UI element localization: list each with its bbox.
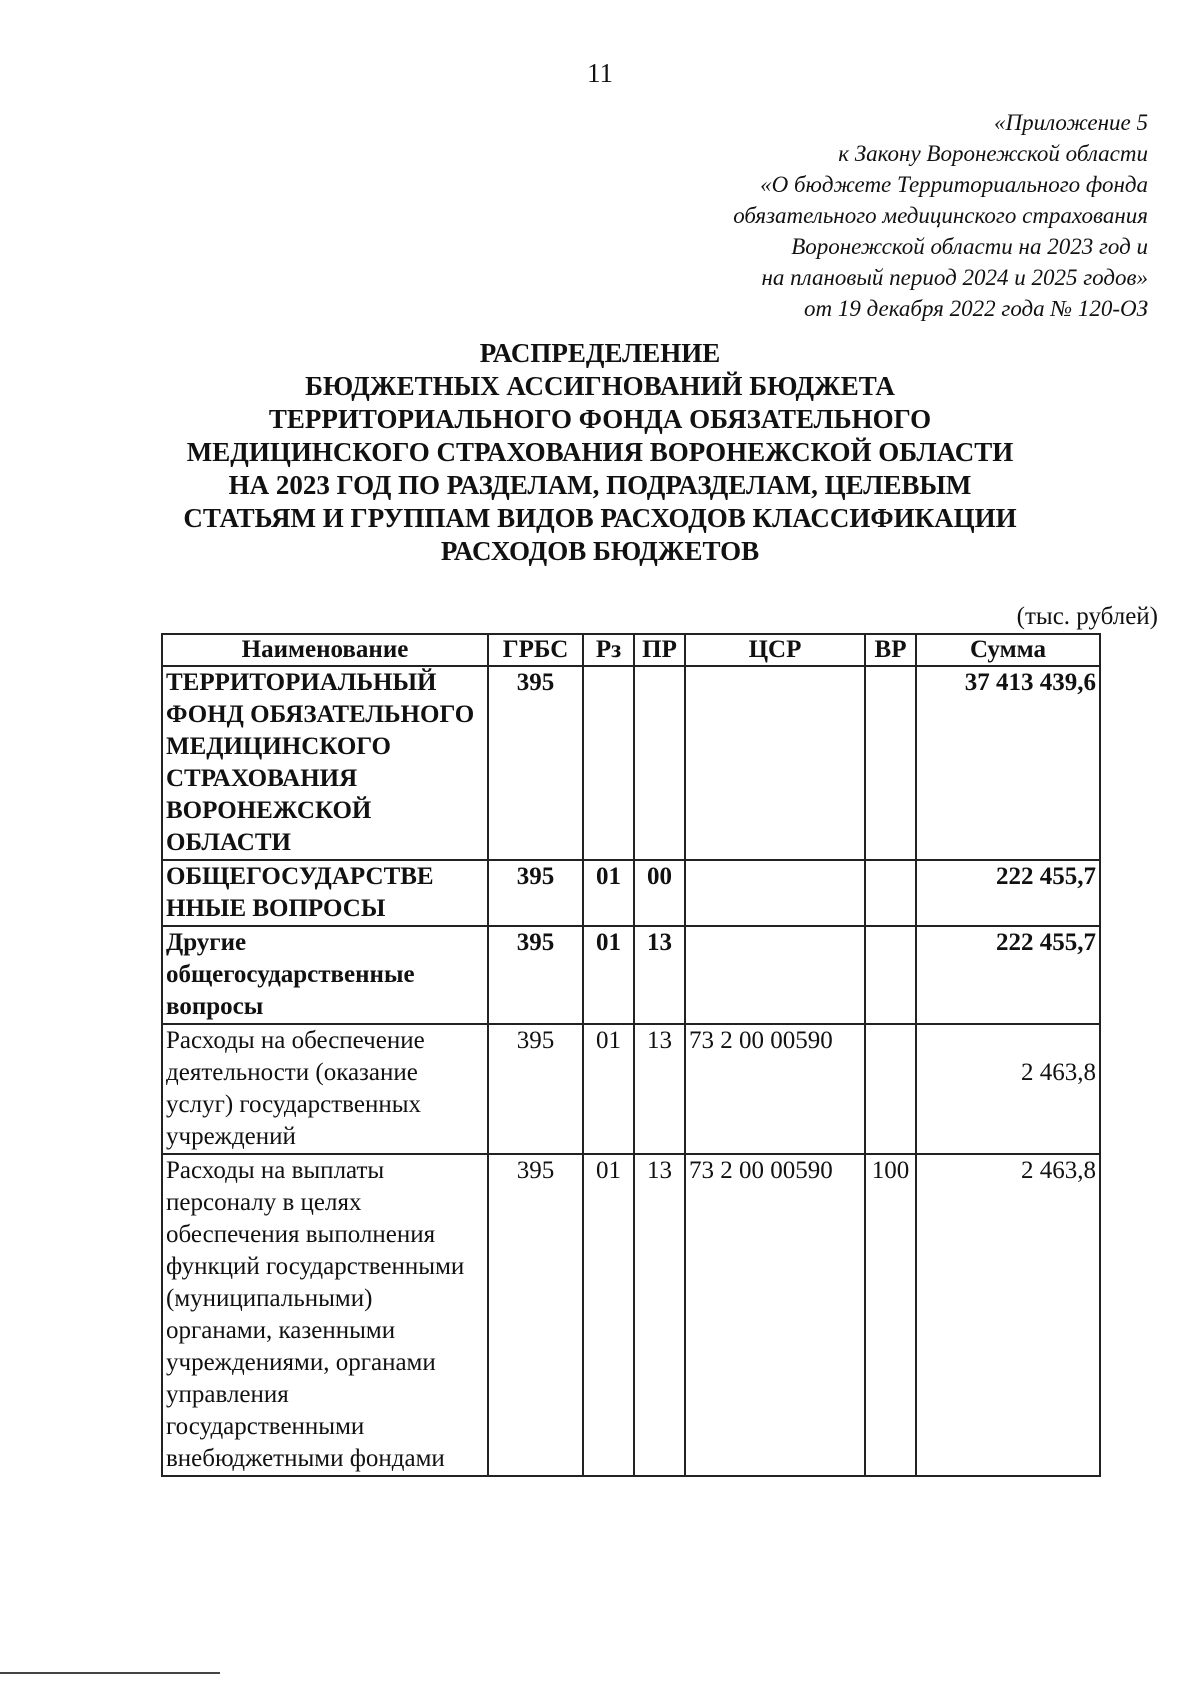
- cell-rz: 01: [583, 860, 634, 926]
- appendix-line: на плановый период 2024 и 2025 годов»: [761, 265, 1148, 290]
- header-name: Наименование: [162, 634, 488, 666]
- header-grbs: ГРБС: [488, 634, 583, 666]
- appendix-line: к Закону Воронежской области: [838, 141, 1148, 166]
- cell-name: Расходы на обеспечение деятельности (оказание услуг) государственных учреждений: [162, 1024, 488, 1154]
- cell-sum: 2 463,8: [916, 1024, 1100, 1154]
- cell-rz: 01: [583, 926, 634, 1024]
- title-line: НА 2023 ГОД ПО РАЗДЕЛАМ, ПОДРАЗДЕЛАМ, ЦЕЛЕВЫМ: [228, 470, 972, 500]
- cell-pr: 00: [634, 860, 685, 926]
- cell-name: ТЕРРИТОРИАЛЬНЫЙ ФОНД ОБЯЗАТЕЛЬНОГО МЕДИЦИНСКОГО СТРАХОВАНИЯ ВОРОНЕЖСКОЙ ОБЛАСТИ: [162, 666, 488, 860]
- cell-vr: [865, 926, 916, 1024]
- header-vr: ВР: [865, 634, 916, 666]
- appendix-reference: [733, 107, 1148, 324]
- cell-grbs: 395: [488, 860, 583, 926]
- cell-grbs: 395: [488, 926, 583, 1024]
- cell-pr: [634, 666, 685, 860]
- units-label: (тыс. рублей): [1016, 603, 1158, 630]
- table-header-row: [162, 634, 1100, 666]
- cell-rz: 01: [583, 1154, 634, 1476]
- title-line: РАСПРЕДЕЛЕНИЕ: [479, 338, 721, 368]
- table-row: [162, 1154, 1100, 1476]
- cell-rz: [583, 666, 634, 860]
- cell-name: ОБЩЕГОСУДАРСТВЕ ННЫЕ ВОПРОСЫ: [162, 860, 488, 926]
- cell-sum: 222 455,7: [916, 926, 1100, 1024]
- table-row: [162, 926, 1100, 1024]
- appendix-line: обязательного медицинского страхования: [733, 203, 1148, 228]
- cell-vr: [865, 666, 916, 860]
- cell-sum: 2 463,8: [916, 1154, 1100, 1476]
- appendix-line: Воронежской области на 2023 год и: [791, 234, 1148, 259]
- title-line: ТЕРРИТОРИАЛЬНОГО ФОНДА ОБЯЗАТЕЛЬНОГО: [268, 404, 932, 434]
- table-row: [162, 860, 1100, 926]
- footer-divider: [0, 1672, 220, 1674]
- budget-table: [161, 633, 1101, 1477]
- header-pr: ПР: [634, 634, 685, 666]
- cell-csr: 73 2 00 00590: [685, 1154, 865, 1476]
- document-title: [0, 337, 1200, 568]
- header-rz: Рз: [583, 634, 634, 666]
- title-line: МЕДИЦИНСКОГО СТРАХОВАНИЯ ВОРОНЕЖСКОЙ ОБЛАСТИ: [186, 437, 1014, 467]
- cell-vr: [865, 860, 916, 926]
- cell-pr: 13: [634, 1154, 685, 1476]
- cell-name: Другие общегосударственные вопросы: [162, 926, 488, 1024]
- cell-csr: [685, 860, 865, 926]
- appendix-line: «Приложение 5: [993, 110, 1148, 135]
- cell-vr: 100: [865, 1154, 916, 1476]
- cell-name: Расходы на выплаты персоналу в целях обеспечения выполнения функций государственными (муниципальными) органами, казенными учреждениями, органами управления государственными внебюджетными фондами: [162, 1154, 488, 1476]
- cell-csr: [685, 926, 865, 1024]
- cell-pr: 13: [634, 1024, 685, 1154]
- cell-csr: 73 2 00 00590: [685, 1024, 865, 1154]
- title-line: СТАТЬЯМ И ГРУППАМ ВИДОВ РАСХОДОВ КЛАССИФИКАЦИИ: [183, 503, 1017, 533]
- cell-grbs: 395: [488, 1154, 583, 1476]
- appendix-line: от 19 декабря 2022 года № 120-ОЗ: [803, 296, 1148, 321]
- table-row: [162, 1024, 1100, 1154]
- cell-csr: [685, 666, 865, 860]
- cell-grbs: 395: [488, 666, 583, 860]
- cell-sum: 37 413 439,6: [916, 666, 1100, 860]
- page-number: 11: [587, 58, 613, 88]
- cell-sum: 222 455,7: [916, 860, 1100, 926]
- cell-vr: [865, 1024, 916, 1154]
- table-row: [162, 666, 1100, 860]
- appendix-line: «О бюджете Территориального фонда: [760, 172, 1148, 197]
- header-csr: ЦСР: [685, 634, 865, 666]
- cell-rz: 01: [583, 1024, 634, 1154]
- title-line: БЮДЖЕТНЫХ АССИГНОВАНИЙ БЮДЖЕТА: [305, 371, 895, 401]
- title-line: РАСХОДОВ БЮДЖЕТОВ: [440, 536, 760, 566]
- header-sum: Сумма: [916, 634, 1100, 666]
- cell-pr: 13: [634, 926, 685, 1024]
- cell-grbs: 395: [488, 1024, 583, 1154]
